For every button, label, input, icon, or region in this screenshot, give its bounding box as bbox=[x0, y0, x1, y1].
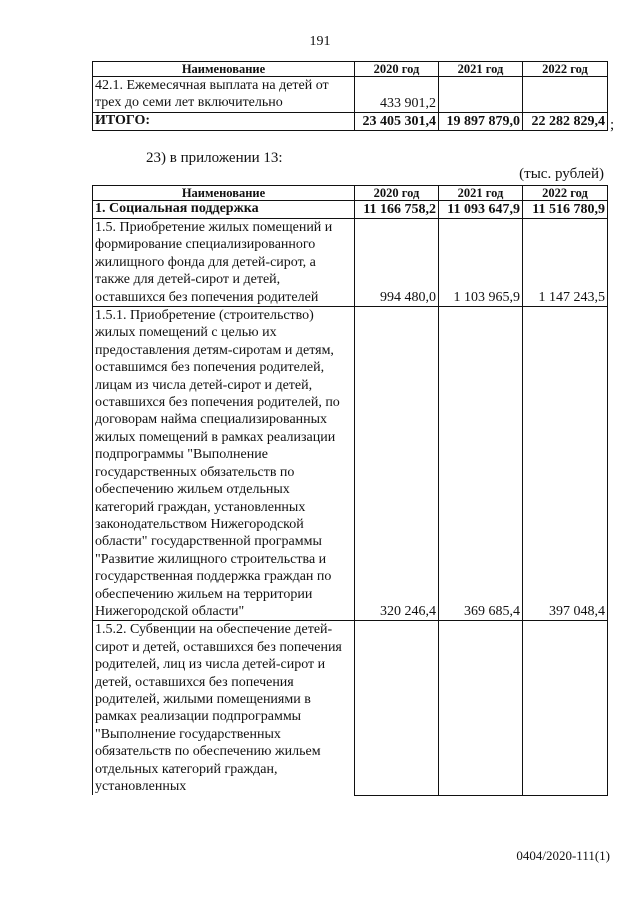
row-name: 1.5.2. Субвенции на обеспечение детей-сирот и детей, оставшихся без попечения родителей, лиц из числа детей-сирот и детей, оставшихся без попечения родителей, жилыми помещениями в рамках реализации подпрограммы "Выполнение государственных обязательств по обеспечению жильем отдельных категорий граждан, установленных bbox=[93, 621, 355, 796]
table-row bbox=[93, 219, 608, 307]
header-2021: 2021 год bbox=[439, 62, 523, 77]
appendix-13-table bbox=[92, 185, 608, 796]
row-value-2021: 1 103 965,9 bbox=[439, 219, 523, 307]
row-value-2021 bbox=[439, 621, 523, 796]
row-value-2022 bbox=[523, 77, 608, 113]
header-2021: 2021 год bbox=[439, 186, 523, 201]
table-header-row bbox=[93, 62, 608, 77]
budget-table-continuation bbox=[92, 61, 608, 131]
total-2022: 22 282 829,4 bbox=[523, 112, 608, 130]
row-value-2021: 369 685,4 bbox=[439, 307, 523, 621]
row-value-2022 bbox=[523, 621, 608, 796]
document-code: 0404/2020-111(1) bbox=[516, 848, 610, 863]
row-value-2020: 433 901,2 bbox=[355, 77, 439, 113]
row-name: 1.5. Приобретение жилых помещений и формирование специализированного жилищного фонда для детей-сирот, а также для детей-сирот и детей, оставшихся без попечения родителей bbox=[93, 219, 355, 307]
table-row bbox=[93, 77, 608, 113]
row-value-2020: 994 480,0 bbox=[355, 219, 439, 307]
trailing-semicolon: ; bbox=[610, 117, 615, 133]
header-2022: 2022 год bbox=[523, 62, 608, 77]
header-2020: 2020 год bbox=[355, 62, 439, 77]
units-note: (тыс. рублей) bbox=[519, 166, 604, 182]
amendment-paragraph: 23) в приложении 13: bbox=[146, 150, 283, 166]
table-row bbox=[93, 307, 608, 621]
row-value-2022: 397 048,4 bbox=[523, 307, 608, 621]
total-label: ИТОГО: bbox=[93, 112, 355, 130]
total-row bbox=[93, 112, 608, 130]
section-2021: 11 093 647,9 bbox=[439, 201, 523, 219]
header-2020: 2020 год bbox=[355, 186, 439, 201]
row-name: 42.1. Ежемесячная выплата на детей от трех до семи лет включительно bbox=[93, 77, 355, 113]
page-number: 191 bbox=[309, 34, 331, 49]
section-2020: 11 166 758,2 bbox=[355, 201, 439, 219]
total-2020: 23 405 301,4 bbox=[355, 112, 439, 130]
section-2022: 11 516 780,9 bbox=[523, 201, 608, 219]
total-2021: 19 897 879,0 bbox=[439, 112, 523, 130]
table-header-row bbox=[93, 186, 608, 201]
header-2022: 2022 год bbox=[523, 186, 608, 201]
row-value-2022: 1 147 243,5 bbox=[523, 219, 608, 307]
table-row bbox=[93, 621, 608, 796]
section-name: 1. Социальная поддержка bbox=[93, 201, 355, 219]
row-value-2020: 320 246,4 bbox=[355, 307, 439, 621]
row-name: 1.5.1. Приобретение (строительство) жилых помещений с целью их предоставления детям-сиротам и детям, оставшимся без попечения родителей, лицам из числа детей-сирот и детей, оставшихся без попечения родителей, по договорам найма специализированных жилых помещений в рамках реализации подпрограммы "Выполнение государственных обязательств по обеспечению жильем отдельных категорий граждан, установленных законодательством Нижегородской области" государственной программы "Развитие жилищного строительства и государственная поддержка граждан по обеспечению жильем на территории Нижегородской области" bbox=[93, 307, 355, 621]
row-value-2021 bbox=[439, 77, 523, 113]
section-row bbox=[93, 201, 608, 219]
header-name: Наименование bbox=[93, 186, 355, 201]
header-name: Наименование bbox=[93, 62, 355, 77]
row-value-2020 bbox=[355, 621, 439, 796]
